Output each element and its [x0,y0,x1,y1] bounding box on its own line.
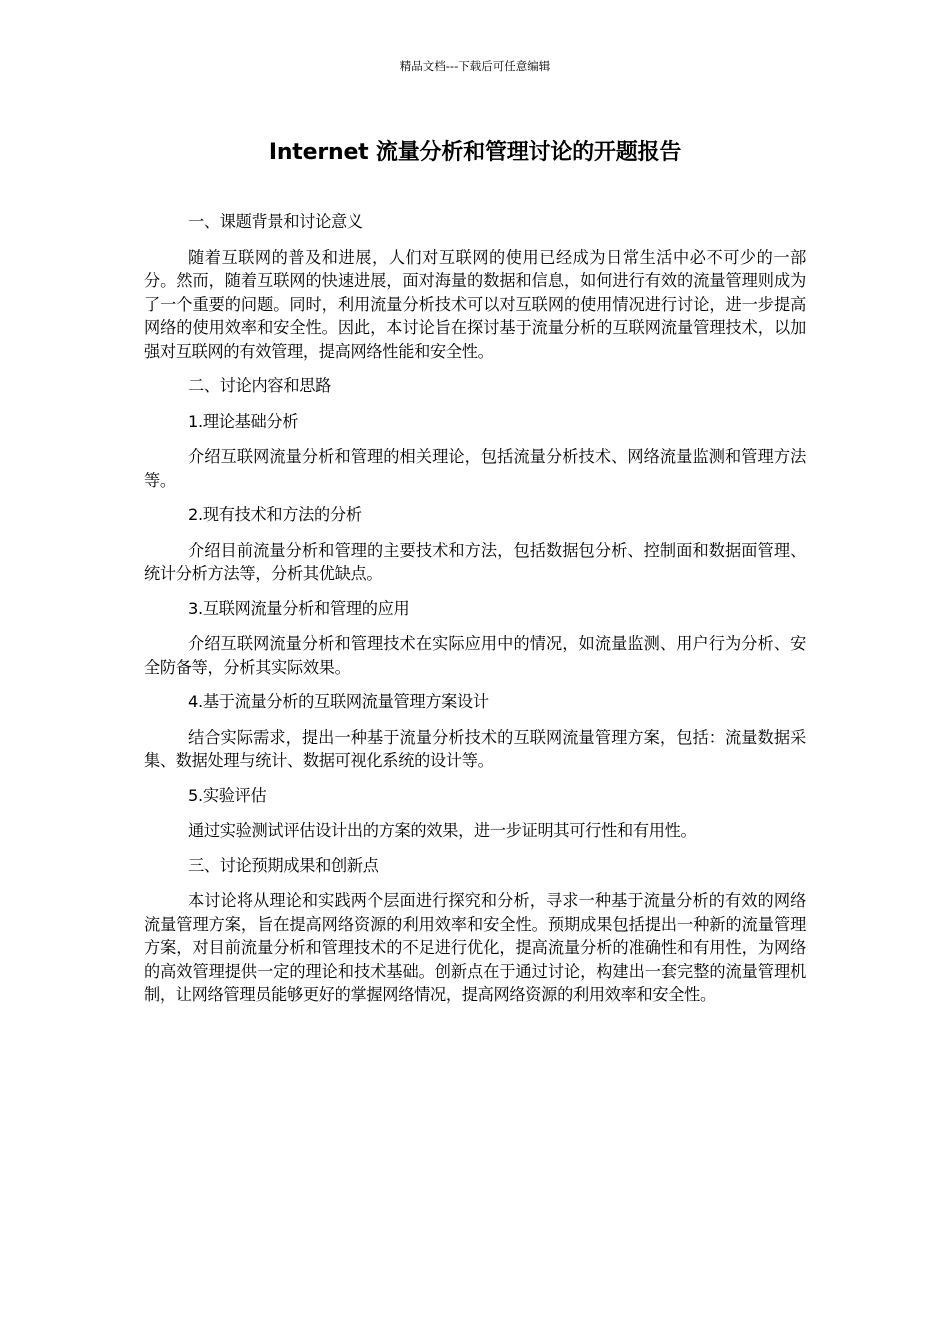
paragraph-outcomes: 本讨论将从理论和实践两个层面进行探究和分析，寻求一种基于流量分析的有效的网络流量管理方案，旨在提高网络资源的利用效率和安全性。预期成果包括提出一种新的流量管理方案，对目前流量分析和管理技术的不足进行优化，提高流量分析的准确性和有用性，为网络的高效管理提供一定的理论和技术基础。创新点在于通过讨论，构建出一套完整的流量管理机制，让网络管理员能够更好的掌握网络情况，提高网络资源的利用效率和安全性。 [144,891,806,1004]
subheading-existing-tech: 2.现有技术和方法的分析 [188,505,362,524]
paragraph-background: 随着互联网的普及和进展，人们对互联网的使用已经成为日常生活中必不可少的一部分。然而，随着互联网的快速进展，面对海量的数据和信息，如何进行有效的流量管理则成为了一个重要的问题。同时，利用流量分析技术可以对互联网的使用情况进行讨论，进一步提高网络的使用效率和安全性。因此，本讨论旨在探讨基于流量分析的互联网流量管理技术，以加强对互联网的有效管理，提高网络性能和安全性。 [144,247,806,361]
subheading-application: 3.互联网流量分析和管理的应用 [188,598,410,618]
document-title: Internet 流量分析和管理讨论的开题报告 [268,140,682,165]
section-heading-background: 一、课题背景和讨论意义 [188,212,363,231]
subheading-evaluation: 5.实验评估 [188,785,267,805]
header-note: 精品文档---下载后可任意编辑 [399,59,551,73]
paragraph-application: 介绍互联网流量分析和管理技术在实际应用中的情况，如流量监测、用户行为分析、安全防备等，分析其实际效果。 [144,634,806,677]
section-heading-content: 二、讨论内容和思路 [188,376,331,395]
paragraph-evaluation: 通过实验测试评估设计出的方案的效果，进一步证明其可行性和有用性。 [188,821,697,840]
paragraph-theory: 介绍互联网流量分析和管理的相关理论，包括流量分析技术、网络流量监测和管理方法等。 [144,447,806,490]
section-heading-outcomes: 三、讨论预期成果和创新点 [188,855,379,875]
paragraph-existing-tech: 介绍目前流量分析和管理的主要技术和方法，包括数据包分析、控制面和数据面管理、统计分析方法等，分析其优缺点。 [144,540,806,583]
paragraph-design: 结合实际需求，提出一种基于流量分析技术的互联网流量管理方案，包括：流量数据采集、数据处理与统计、数据可视化系统的设计等。 [144,727,806,770]
subheading-design: 4.基于流量分析的互联网流量管理方案设计 [188,692,489,711]
subheading-theory: 1.理论基础分析 [188,411,299,431]
document-body [144,210,806,1018]
